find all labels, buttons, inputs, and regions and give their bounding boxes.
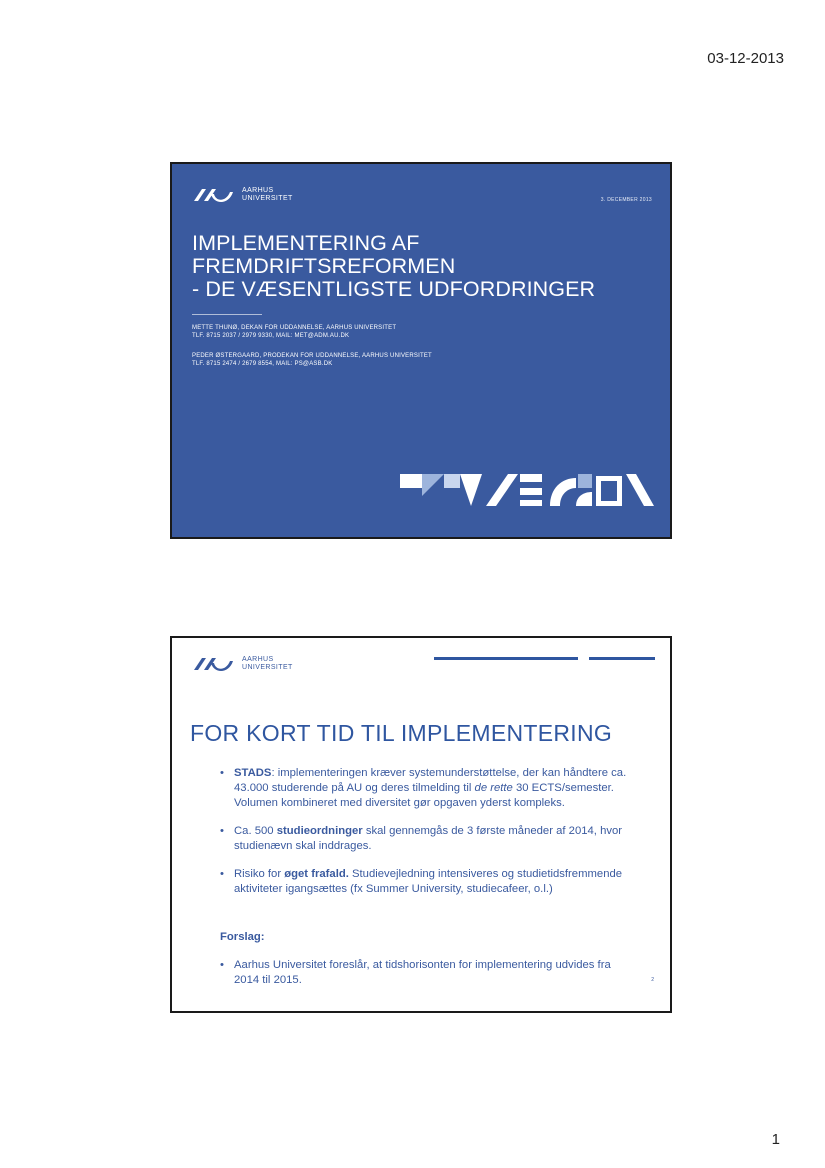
bullet-list	[220, 766, 660, 910]
logo-text: AARHUS UNIVERSITET	[242, 656, 293, 671]
decorative-pattern	[400, 466, 655, 521]
proposal-label: Forslag:	[220, 931, 265, 943]
au-logo	[192, 186, 293, 204]
logo-text: AARHUS UNIVERSITET	[242, 187, 293, 202]
au-logo-icon	[192, 655, 236, 673]
divider	[192, 314, 262, 315]
page-date: 03-12-2013	[707, 50, 784, 67]
slide-number: 2	[651, 977, 654, 983]
au-logo	[192, 655, 293, 673]
list-item: • STADS: implementeringen kræver systemunderstøttelse, der kan håndtere ca. 43.000 studerende på AU og deres tilmelding til de rette 30 ECTS/semester. Volumen kombineret med diversitet gør opgaven yderst kompleks.	[220, 767, 627, 809]
slide-title: IMPLEMENTERING AF FREMDRIFTSREFORMEN - DE VÆSENTLIGSTE UDFORDRINGER	[192, 231, 596, 301]
bullet-icon: •	[220, 825, 224, 837]
list-item: • Risiko for øget frafald. Studievejledning intensiveres og studietidsfremmende aktiviteter igangsættes (fx Summer University, studiecafeer, o.l.)	[220, 868, 623, 895]
bullet-icon: •	[220, 959, 224, 971]
page-number: 1	[771, 1131, 780, 1148]
list-item: • Aarhus Universitet foreslår, at tidshorisonten for implementering udvides fra 2014 til 2015.	[220, 959, 611, 986]
contact-prodean: PEDER ØSTERGAARD, PRODEKAN FOR UDDANNELSE, AARHUS UNIVERSITET TLF. 8715 2474 / 2679 8554, MAIL: PS@ASB.DK	[192, 353, 432, 367]
contact-dean: METTE THUNØ, DEKAN FOR UDDANNELSE, AARHUS UNIVERSITET TLF. 8715 2037 / 2979 9330, MAIL: MET@ADM.AU.DK	[192, 325, 397, 339]
bullet-icon: •	[220, 868, 224, 880]
slide-title: FOR KORT TID TIL IMPLEMENTERING	[190, 720, 613, 746]
header-bar	[434, 657, 578, 660]
bullet-icon: •	[220, 767, 224, 779]
slide-date: 3. DECEMBER 2013	[600, 197, 652, 203]
list-item: • Ca. 500 studieordninger skal gennemgås de 3 første måneder af 2014, hvor studienævn skal inddrages.	[220, 825, 623, 852]
content-slide	[170, 636, 672, 1013]
header-bar	[589, 657, 655, 660]
au-logo-icon	[192, 186, 236, 204]
title-slide	[170, 162, 672, 539]
